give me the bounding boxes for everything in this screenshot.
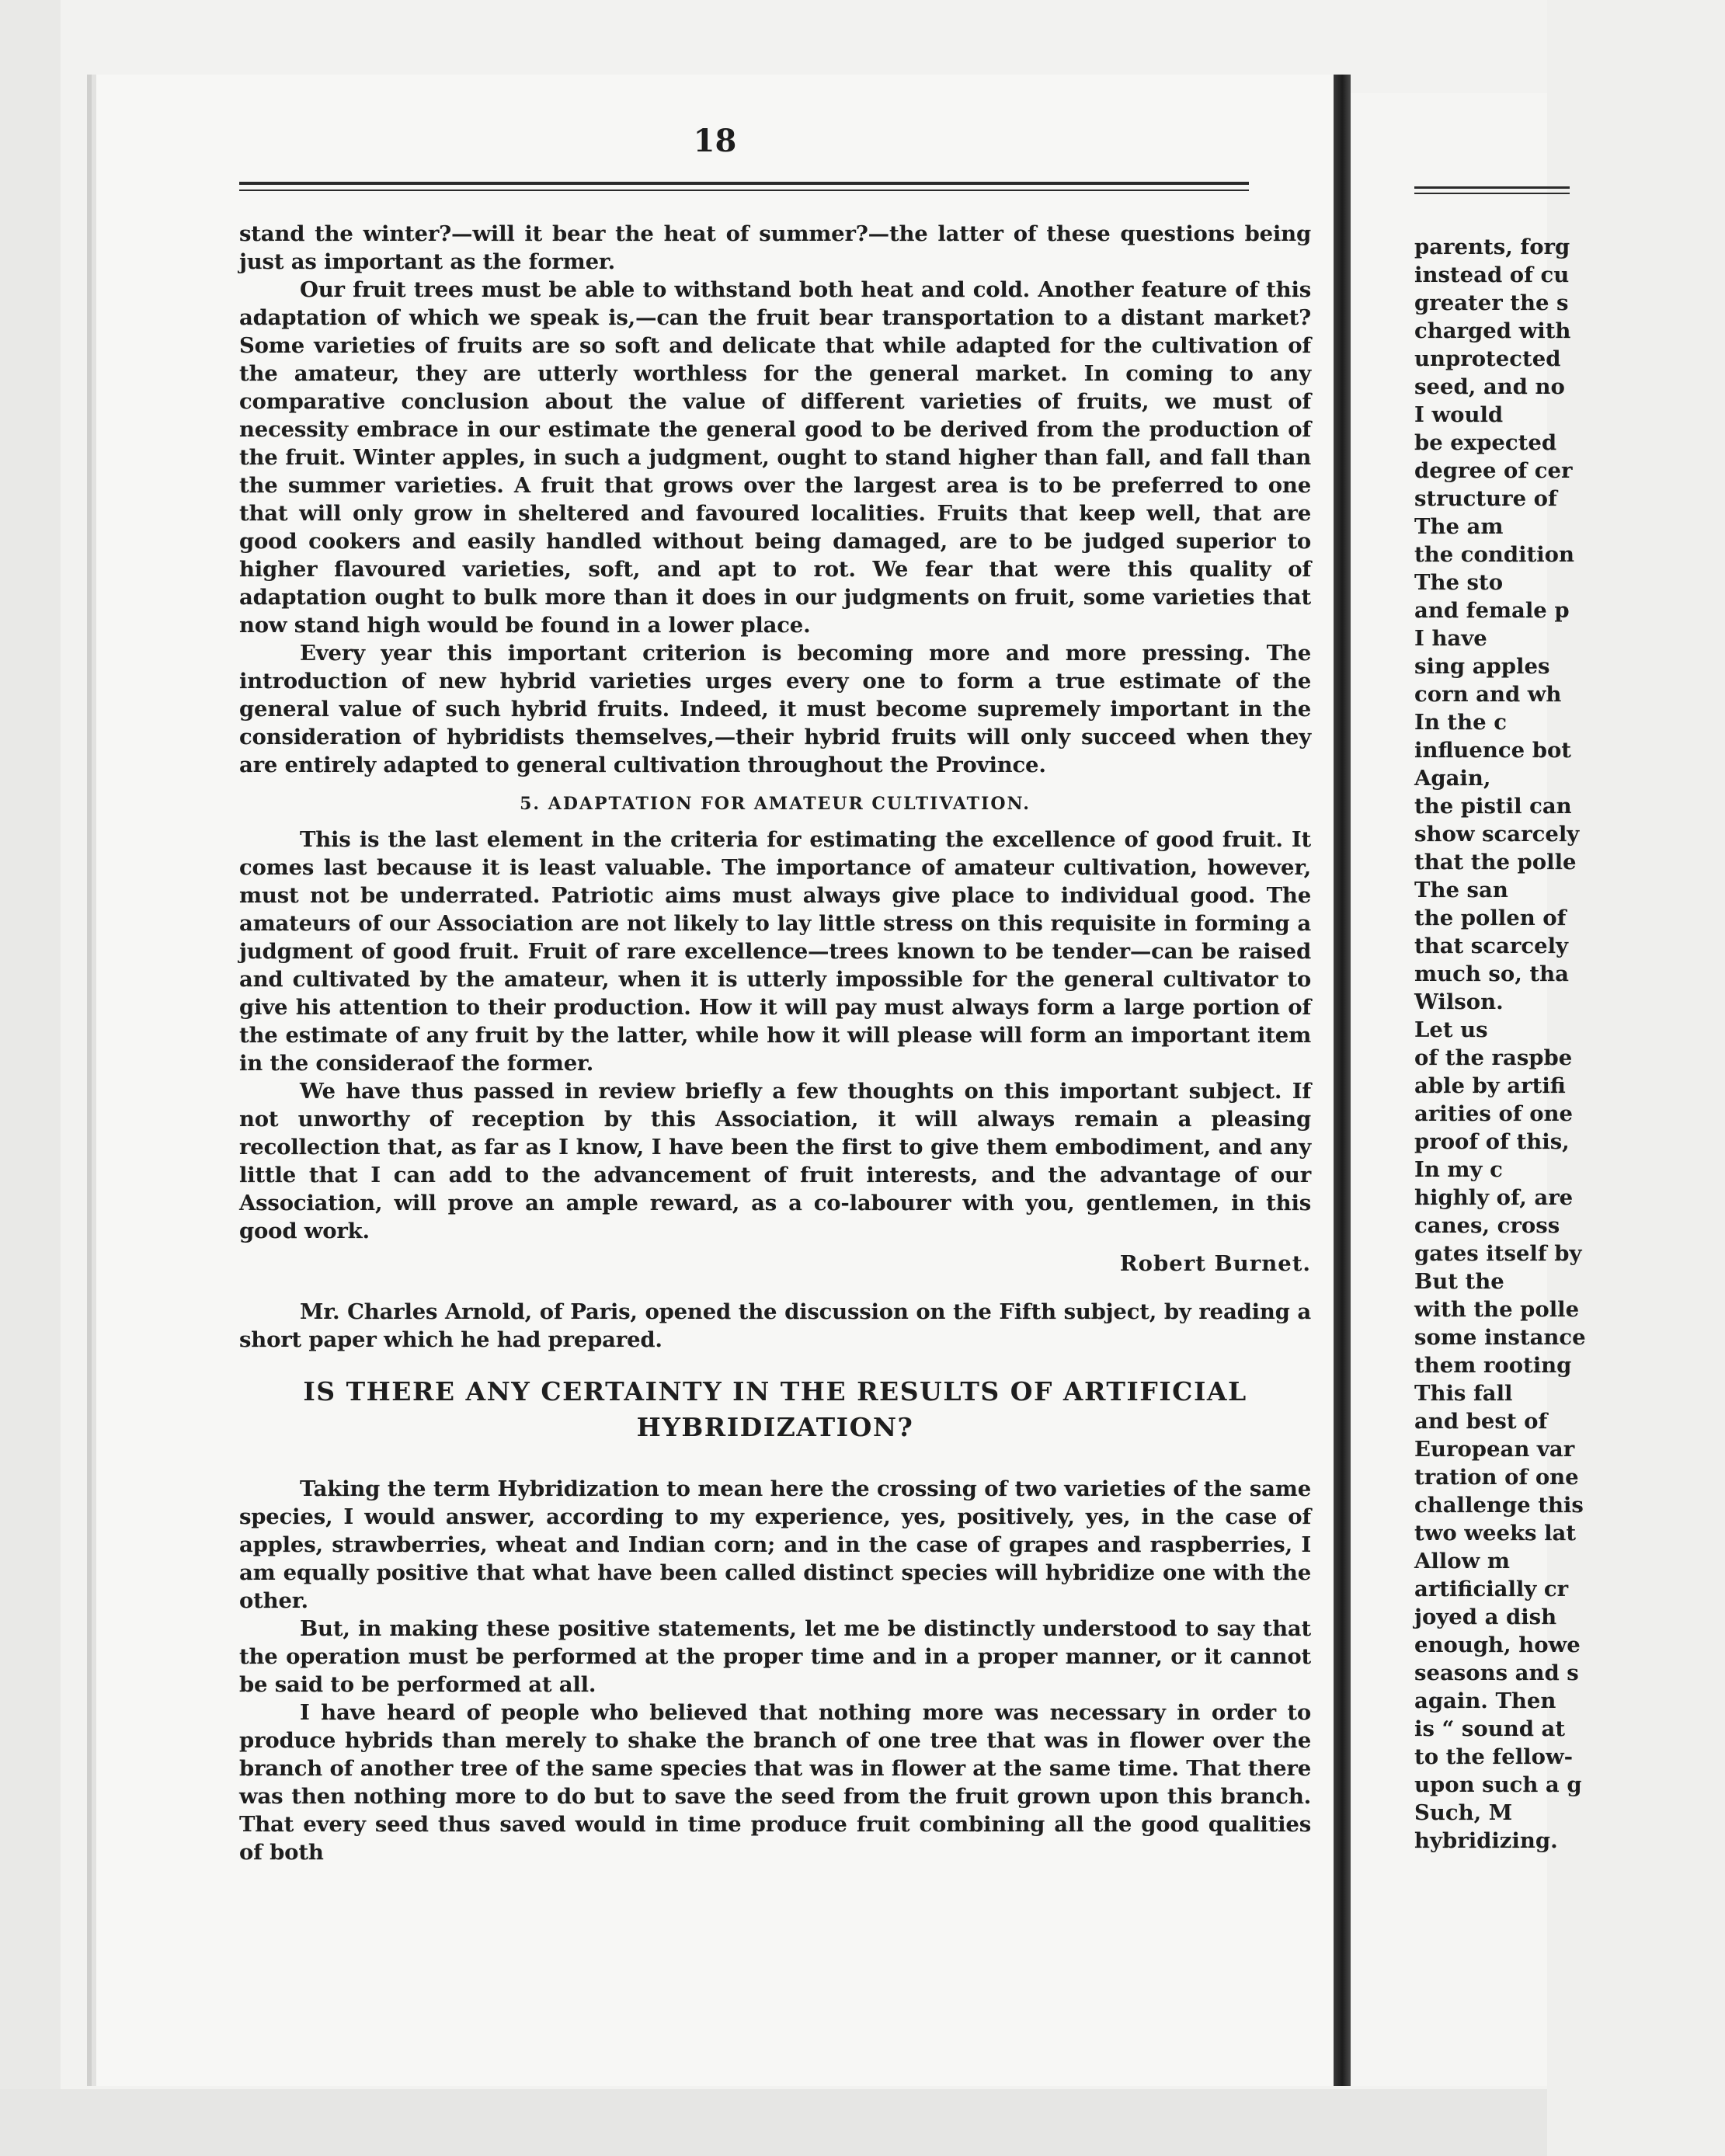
text-line: be expected (1414, 430, 1557, 455)
text-line: that the polle (1414, 850, 1577, 875)
text-line: sing apples (1414, 654, 1550, 679)
text-line: is “ sound at (1414, 1716, 1566, 1741)
paragraph: stand the winter?—will it bear the heat of summer?—the latter of these questions being just as important as the former. (239, 221, 1311, 274)
text-line: seed, and no (1414, 374, 1565, 399)
text-line: parents, forg (1414, 235, 1570, 259)
text-line: enough, howe (1414, 1633, 1581, 1657)
article-title (239, 1374, 1311, 1445)
page-number: 18 (693, 123, 737, 159)
text-line: and best of (1414, 1409, 1548, 1434)
text-line: Again, (1414, 766, 1491, 791)
text-line: artificially cr (1414, 1577, 1569, 1601)
text-line: influence bot (1414, 738, 1572, 763)
text-line: greater the s (1414, 290, 1569, 315)
text-line: the pollen of (1414, 906, 1567, 930)
text-line: the condition (1414, 542, 1575, 567)
text-line: joyed a dish (1414, 1605, 1557, 1629)
book-gutter (1334, 75, 1351, 2086)
text-line: to the fellow- (1414, 1744, 1574, 1769)
text-line: challenge this (1414, 1493, 1584, 1518)
paragraph: Mr. Charles Arnold, of Paris, opened the discussion on the Fifth subject, by reading a short paper which he had prepared. (239, 1299, 1311, 1352)
text-line: I would (1414, 402, 1504, 427)
text-line: Allow m (1414, 1549, 1510, 1574)
text-line: them rooting (1414, 1353, 1572, 1378)
header-rule (1414, 186, 1570, 189)
text-line: of the raspbe (1414, 1045, 1573, 1070)
text-line: arities of one (1414, 1101, 1574, 1126)
title-line: IS THERE ANY CERTAINTY IN THE RESULTS OF ARTIFICIAL (303, 1376, 1247, 1407)
author-signature: Robert Burnet. (1119, 1251, 1311, 1276)
text-line: Wilson. (1414, 989, 1504, 1014)
film-margin-bottom (0, 2089, 1547, 2156)
header-rule-thin (239, 190, 1249, 191)
text-line: some instance (1414, 1325, 1586, 1350)
text-line: two weeks lat (1414, 1521, 1577, 1546)
page-left (87, 75, 1338, 2086)
header-rule (239, 182, 1249, 185)
text-line: European var (1414, 1437, 1575, 1462)
header-rule-thin (1414, 193, 1570, 194)
film-margin-left (0, 0, 61, 2156)
text-line: corn and wh (1414, 682, 1562, 707)
text-line: But the (1414, 1269, 1504, 1294)
text-line: gates itself by (1414, 1241, 1582, 1266)
text-line: the pistil can (1414, 794, 1572, 819)
paragraph: Our fruit trees must be able to withstand both heat and cold. Another feature of this adaptation of which we speak is,—can the fruit bear transportation to a distant market? Some varieties of fruits are so soft and delicate that while adapted for the cultivation of the amateur, they are utterly worthless for the general market. In coming to any comparative conclusion about the value of different varieties of fruits, we must of necessity embrace in our estimate the general good to be derived from the production of the fruit. Winter apples, in such a judgment, ought to stand higher than fall, and fall than the summer varieties. A fruit that grows over the largest area is to be preferred to one that will only grow in sheltered and favoured localities. Fruits that keep well, that are good cookers and easily handled without being damaged, are to be judged superior to higher flavoured varieties, soft, and apt to rot. We fear that were this quality of adaptation ought to bulk more than it does in our judgments on fruit, some varieties that now stand high would be found in a lower place. (239, 277, 1311, 638)
text-line: proof of this, (1414, 1129, 1570, 1154)
text-line: highly of, are (1414, 1185, 1574, 1210)
title-line: HYBRIDIZATION? (636, 1412, 914, 1442)
text-line: The san (1414, 878, 1508, 902)
text-line: structure of (1414, 486, 1557, 511)
right-page-text (1414, 233, 1725, 1855)
text-line: Such, M (1414, 1800, 1513, 1825)
text-line: Let us (1414, 1017, 1488, 1042)
text-line: degree of cer (1414, 458, 1573, 483)
text-line: charged with (1414, 318, 1571, 343)
text-line: that scarcely (1414, 934, 1568, 958)
text-line: seasons and s (1414, 1660, 1579, 1685)
text-line: hybridizing. (1414, 1828, 1558, 1853)
text-line: instead of cu (1414, 263, 1570, 287)
page-right-partial (1351, 93, 1586, 2086)
text-line: show scarcely (1414, 822, 1580, 847)
text-line: upon such a g (1414, 1772, 1582, 1797)
paragraph: This is the last element in the criteria for estimating the excellence of good fruit. It comes last because it is least valuable. The importance of amateur cultivation, however, must not be underrated. Patriotic aims must always give place to individual good. The amateurs of our Association are not likely to lay little stress on this requisite in forming a judgment of good fruit. Fruit of rare excellence—trees known to be tender—can be raised and cultivated by the amateur, when it is utterly impossible for the general cultivator to give his attention to their production. How it will pay must always form a large portion of the estimate of any fruit by the latter, while how it will please will form an important item in the consideraof the former. (239, 827, 1311, 1076)
text-line: tration of one (1414, 1465, 1579, 1490)
text-line: The sto (1414, 570, 1504, 595)
paragraph: We have thus passed in review briefly a few thoughts on this important subject. If not unworthy of reception by this Association, it will always remain a pleasing recollection that, as far as I know, I have been the first to give them embodiment, and any little that I can add to the advancement of fruit interests, and the advantage of our Association, will prove an ample reward, as a co-labourer with you, gentlemen, in this good work. (239, 1079, 1311, 1243)
section-heading: 5. ADAPTATION FOR AMATEUR CULTIVATION. (520, 794, 1031, 814)
text-line: again. Then (1414, 1688, 1556, 1713)
text-line: This fall (1414, 1381, 1513, 1406)
paragraph: I have heard of people who believed that nothing more was necessary in order to produce hybrids than merely to shake the branch of one tree that was in flower over the branch of another tree of the same species that was in flower at the same time. That there was then nothing more to do but to save the seed from the fruit grown upon this branch. That every seed thus saved would in time produce fruit combining all the good qualities of both (239, 1700, 1311, 1865)
text-line: I have (1414, 626, 1487, 651)
paragraph: But, in making these positive statements, let me be distinctly understood to say that the operation must be performed at the proper time and in a proper manner, or it cannot be said to be performed at all. (239, 1616, 1311, 1697)
paragraph: Taking the term Hybridization to mean here the crossing of two varieties of the same species, I would answer, according to my experience, yes, positively, yes, in the case of apples, strawberries, wheat and Indian corn; and in the case of grapes and raspberries, I am equally positive that what have been called distinct species will hybridize one with the other. (239, 1476, 1311, 1613)
text-line: The am (1414, 514, 1504, 539)
text-line: canes, cross (1414, 1213, 1560, 1238)
text-line: with the polle (1414, 1297, 1580, 1322)
text-line: able by artifi (1414, 1073, 1566, 1098)
paragraph: Every year this important criterion is becoming more and more pressing. The introduction of new hybrid varieties urges every one to form a true estimate of the general value of such hybrid fruits. Indeed, it must become supremely important in the consideration of hybridists themselves,—their hybrid fruits will only succeed when they are entirely adapted to general cultivation throughout the Province. (239, 641, 1311, 777)
text-line: In my c (1414, 1157, 1503, 1182)
text-line: In the c (1414, 710, 1507, 735)
text-line: much so, tha (1414, 962, 1569, 986)
text-line: and female p (1414, 598, 1570, 623)
article-body (239, 220, 1311, 1866)
text-line: unprotected (1414, 346, 1561, 371)
